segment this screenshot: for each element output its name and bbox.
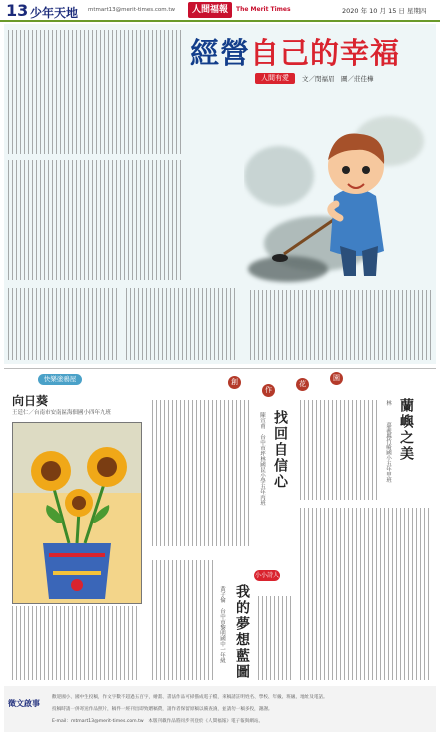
poem-author: 王廷仁／台南市安南區海佃國小四年九班 (12, 410, 112, 416)
poem-body-lanyu (300, 400, 380, 500)
boy-illustration (244, 86, 432, 286)
poem-body-dream-cont (258, 596, 294, 680)
garden-circle-3: 花 (296, 378, 309, 391)
garden-circle-1: 創 (228, 376, 241, 389)
page-header (0, 0, 440, 22)
sunflower-painting (12, 422, 142, 604)
newspaper-logo: 人間福報 (188, 2, 232, 18)
feature-title (190, 31, 400, 72)
poem-title: 向日葵 (12, 394, 49, 408)
feature-badge: 人間有愛 (255, 73, 295, 84)
poem-body-sunflower (12, 606, 140, 680)
section-email[interactable]: mtmart13@merit-times.com.tw (88, 7, 176, 13)
section-divider (4, 368, 436, 369)
footer-line: 歡迎國小、國中生投稿，作文字數不超過五百字，繪畫、書法作品可掃描成電子檔，來稿請註明姓名、學校、年級、班級、地址及電話。 (52, 695, 328, 700)
footer-label: 徵文啟事 (8, 699, 40, 708)
poem-title: 我的夢想藍圖 (234, 584, 250, 680)
section-name: 少年天地 (30, 6, 79, 20)
footer-line: 投稿時請一併寄送作品照片，稿件一經刊出即致贈稿費，請作者保留原稿以備查詢，並請勿一稿多投，謝謝。 (52, 707, 273, 712)
header-rule (0, 20, 440, 22)
poem-author: 林 嘉義縣竹崎國小五年甲班 (385, 400, 391, 483)
poem-title: 找回自信心 (272, 410, 288, 490)
feature-title-part2: 自己的幸福 (250, 36, 401, 70)
poem-body-confidence (152, 400, 252, 546)
feature-body-text-right (8, 30, 184, 154)
poem-body-dream (152, 560, 214, 680)
garden-circle-2: 作 (262, 384, 275, 397)
doodle-tag: 快樂塗鴉屋 (38, 374, 82, 385)
feature-body-text-bottom-left (8, 288, 120, 360)
feature-body-text-bottom-mid (126, 288, 238, 360)
poem-title: 蘭嶼之美 (398, 398, 414, 462)
feature-body-text-bottom-right (250, 290, 432, 360)
poem-author: 黃子倫 台中市黎明國中一年級 (219, 586, 225, 663)
issue-date: 2020 年 10 月 15 日 星期四 (342, 7, 427, 15)
feature-body-text-mid (8, 160, 184, 280)
feature-byline: 文／閔福眉 圖／莊佳樺 (302, 75, 374, 83)
newspaper-name-en: The Merit Times (236, 6, 291, 13)
sunflower-image (13, 423, 141, 603)
small-poet-tag: 小小詩人 (254, 572, 279, 579)
poem-author: 陳宣甫 台中市坪林國民小學五年丙班 (259, 412, 265, 506)
garden-circle-4: 園 (330, 372, 343, 385)
poem-body-lanyu-cont (300, 508, 432, 680)
page-number: 13 (6, 1, 29, 20)
feature-title-part1: 經營 (190, 36, 251, 70)
footer-line: E-mail：mtmart13@merit-times.com.tw 本版刊載作品將同步刊登於《人間福報》電子報與網站。 (52, 719, 264, 724)
feature-illustration (244, 86, 432, 286)
